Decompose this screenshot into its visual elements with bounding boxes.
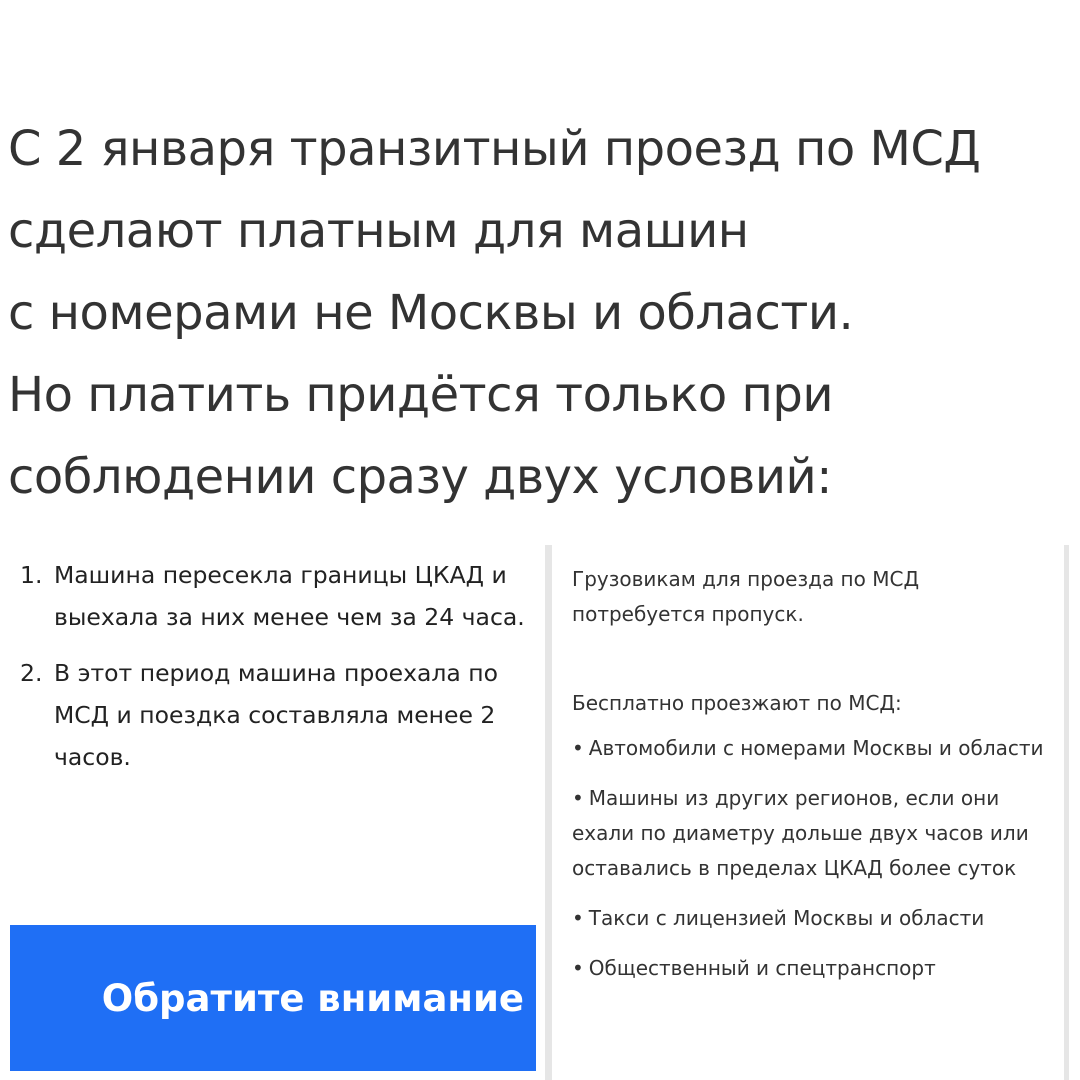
headline-line: с номерами не Москвы и области. [8, 285, 854, 341]
free-list-item [572, 731, 1052, 766]
info-panel [572, 562, 1052, 1001]
bullet-icon: • [572, 956, 584, 980]
headline-line: Но платить придётся только при [8, 367, 834, 423]
headline [8, 108, 1072, 518]
condition-item [20, 554, 540, 638]
free-list-item [572, 951, 1052, 986]
bullet-icon: • [572, 786, 584, 810]
notice-label: Обратите внимание [101, 976, 524, 1020]
free-item-text: Машины из других регионов, если они ехали по диаметру дольше двух часов или оставались в пределах ЦКАД более суток [572, 786, 1029, 880]
bullet-icon: • [572, 906, 584, 930]
right-edge-divider [1064, 545, 1069, 1080]
condition-item [20, 652, 540, 778]
column-divider [545, 545, 552, 1080]
free-list [572, 731, 1052, 986]
free-list-item [572, 781, 1052, 886]
condition-text: В этот период машина проехала по МСД и поездка составляла менее 2 часов. [54, 659, 499, 771]
headline-line: С 2 января транзитный проезд по МСД [8, 121, 981, 177]
headline-line: сделают платным для машин [8, 203, 749, 259]
condition-number: 1. [20, 561, 43, 589]
notice-banner [10, 925, 536, 1071]
free-heading: Бесплатно проезжают по МСД: [572, 691, 902, 715]
conditions-list [20, 554, 540, 778]
headline-line: соблюдении сразу двух условий: [8, 449, 832, 505]
bullet-icon: • [572, 736, 584, 760]
free-list-item [572, 901, 1052, 936]
free-item-text: Такси с лицензией Москвы и области [588, 906, 985, 930]
trucks-note: Грузовикам для проезда по МСД потребуется пропуск. [572, 567, 920, 626]
condition-text: Машина пересекла границы ЦКАД и выехала за них менее чем за 24 часа. [54, 561, 525, 631]
free-item-text: Общественный и спецтранспорт [588, 956, 936, 980]
free-item-text: Автомобили с номерами Москвы и области [588, 736, 1044, 760]
condition-number: 2. [20, 659, 43, 687]
